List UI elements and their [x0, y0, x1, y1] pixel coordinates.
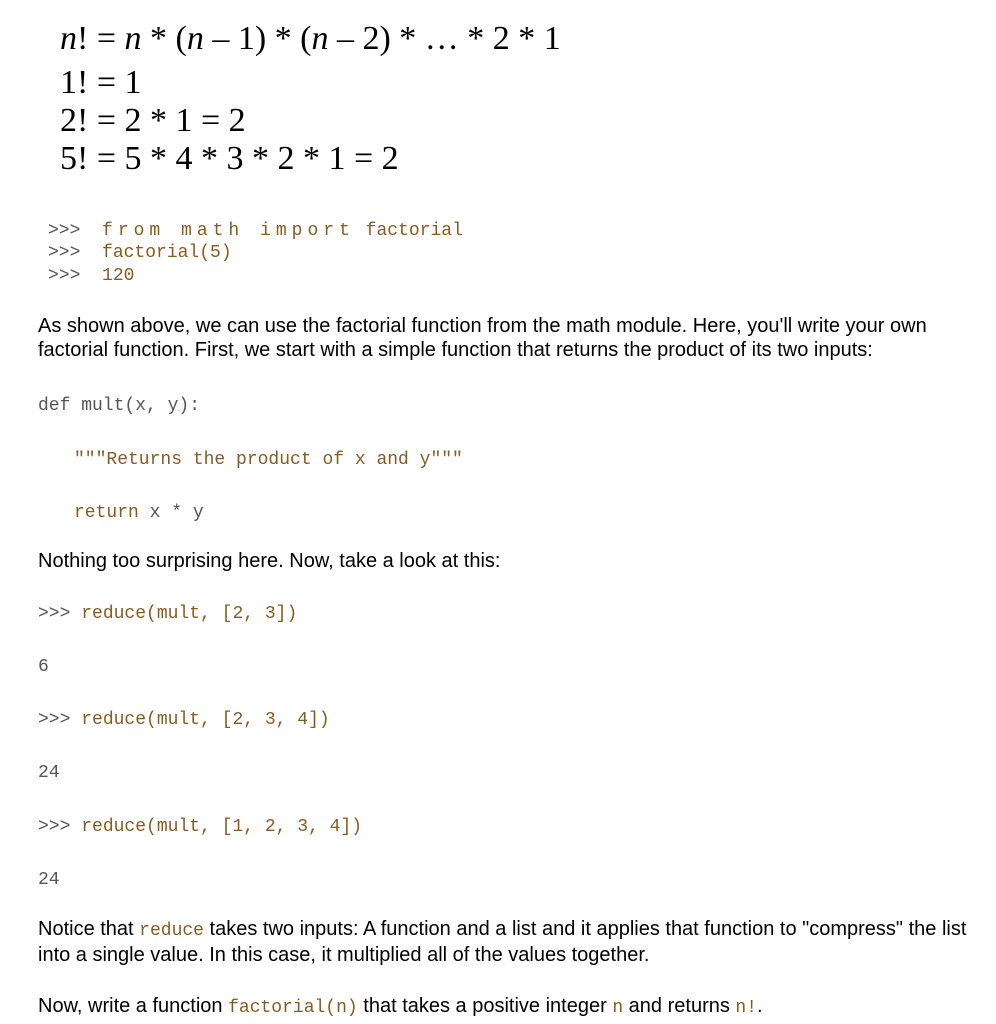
repl-prompt: >>> [48, 221, 81, 241]
formula-var: n [60, 20, 77, 57]
prose-text: takes two inputs: A function and a list and it applies that function to "compress" the list into a single value. In this case, it multiplied all of the values together. [38, 918, 967, 966]
paragraph-reduce-explained [38, 917, 973, 967]
return-keyword: return [74, 503, 139, 523]
formula-5-factorial: 5! = 5 * 4 * 3 * 2 * 1 = 2 [60, 140, 399, 177]
repl-prompt: >>> [48, 266, 81, 286]
reduce-call-text: reduce(mult, [81, 604, 211, 624]
inline-code-factorial: factorial(n) [228, 998, 358, 1018]
code-def-mult [38, 395, 200, 417]
formula-part: – 1) * ( [203, 20, 312, 57]
repl-code: factorial(5) [102, 243, 232, 263]
reduce-output-1: 6 [38, 657, 49, 677]
formula-part: * ( [141, 20, 187, 57]
paragraph-nothing-surprising: Nothing too surprising here. Now, take a look at this: [38, 550, 501, 572]
inline-code-reduce: reduce [139, 921, 204, 941]
reduce-output-2: 24 [38, 763, 60, 783]
repl-prompt: >>> [48, 243, 81, 263]
paragraph-task [38, 994, 973, 1020]
docstring-text: """Returns the product of x and y""" [74, 450, 463, 470]
reduce-call-text: reduce(mult, [81, 817, 211, 837]
repl-prompt: >>> [38, 604, 71, 624]
repl-line-import [48, 220, 463, 242]
inline-code-n-factorial: n! [735, 998, 758, 1018]
code-signature: def mult(x, y): [38, 396, 201, 416]
formula-2-factorial: 2! = 2 * 1 = 2 [60, 102, 246, 139]
repl-prompt: >>> [38, 817, 71, 837]
return-expression: x * y [149, 503, 204, 523]
reduce-call-2 [38, 709, 330, 731]
repl-prompt: >>> [38, 710, 71, 730]
prose-text: that takes a positive integer [357, 995, 613, 1017]
reduce-output-3: 24 [38, 870, 60, 890]
code-docstring [74, 449, 463, 471]
formula-1-factorial: 1! = 1 [60, 64, 142, 101]
reduce-call-3 [38, 816, 362, 838]
reduce-args: [2, 3]) [221, 604, 298, 624]
formula-general [60, 20, 561, 58]
formula-var: n [124, 20, 142, 57]
formula-part: ! = [77, 20, 125, 57]
reduce-args: [1, 2, 3, 4]) [221, 817, 363, 837]
prose-text: Notice that [38, 918, 140, 940]
repl-code: factorial [365, 221, 463, 241]
repl-code: 120 [102, 266, 135, 286]
prose-text: Now, write a function [38, 995, 229, 1017]
reduce-call-1 [38, 603, 297, 625]
repl-code: from math import [102, 221, 355, 241]
repl-line-result [48, 265, 134, 287]
prose-text: . [757, 995, 763, 1017]
reduce-call-text: reduce(mult, [81, 710, 211, 730]
repl-line-call [48, 242, 232, 264]
formula-var: n [186, 20, 204, 57]
code-return [74, 502, 204, 524]
inline-code-n: n [612, 998, 624, 1018]
prose-text: and returns [623, 995, 736, 1017]
reduce-args: [2, 3, 4]) [221, 710, 330, 730]
formula-part: – 2) * … * 2 * 1 [328, 20, 561, 57]
formula-var: n [311, 20, 329, 57]
paragraph-intro: As shown above, we can use the factorial function from the math module. Here, you'll write your own factorial function. First, we start with a simple function that returns the product of its two inputs: [38, 315, 927, 361]
